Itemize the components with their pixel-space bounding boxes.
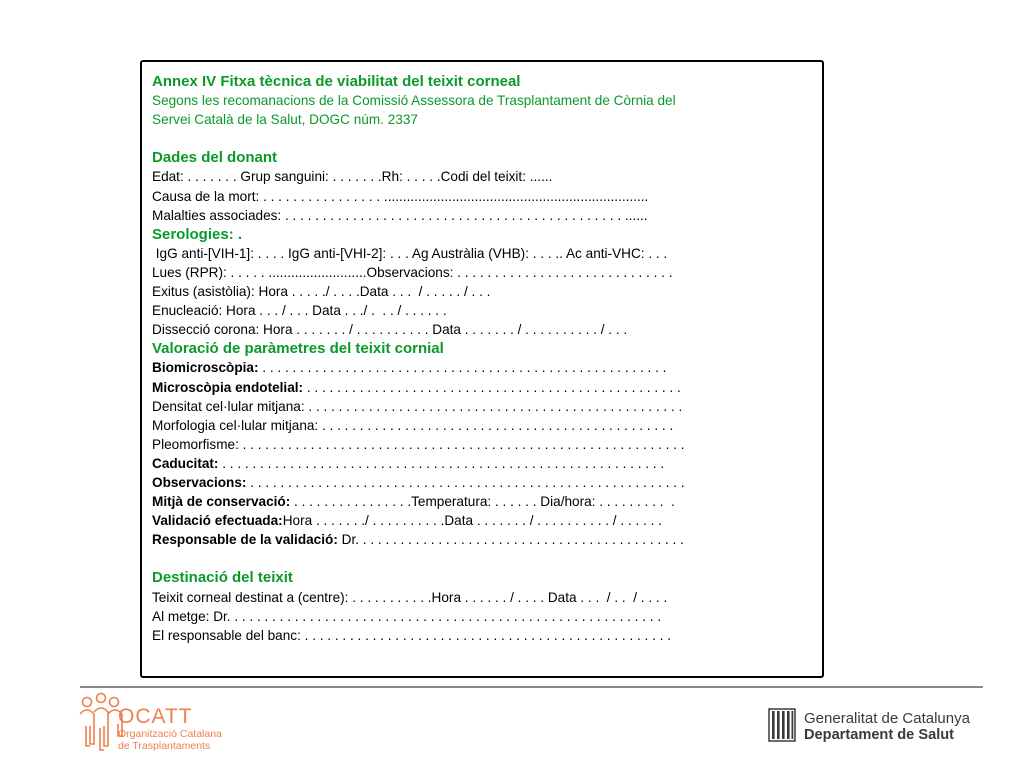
spacer	[152, 129, 822, 148]
exitus-line: Exitus (asistòlia): Hora . . . . ./ . . . .Data . . . / . . . . . / . . .	[152, 284, 491, 300]
donor-age-blood-line: Edat: . . . . . . . Grup sanguini: . . . . . . .Rh: . . . . .Codi del teixit: ......	[152, 169, 553, 185]
donor-cause-of-death-line: Causa de la mort: . . . . . . . . . . . . . . . . ......................................................................	[152, 188, 649, 204]
serology-antibodies-line: IgG anti-[VIH-1]: . . . . IgG anti-[VHI-2]: . . . Ag Austràlia (VHB): . . . .. Ac anti-VHC: . . .	[152, 245, 668, 261]
enucleation-line: Enucleació: Hora . . . / . . . Data . . ./ . . . / . . . . . .	[152, 303, 447, 319]
document-subtitle-line-2: Servei Català de la Salut, DOGC núm. 2337	[152, 112, 418, 128]
corona-dissection-line: Dissecció corona: Hora . . . . . . . / . . . . . . . . . . Data . . . . . . . / . . . . . . . . . . / . . .	[152, 322, 628, 338]
spacer	[152, 549, 822, 568]
donor-section-heading: Dades del donant	[152, 149, 278, 167]
generalitat-wordmark	[804, 710, 970, 744]
assessment-line-cell-morphology	[152, 416, 822, 435]
assessment-line-endothelial-microscopy	[152, 378, 822, 397]
assessment-label: Mitjà de conservació:	[152, 494, 291, 510]
document-subtitle-line-1: Segons les recomanacions de la Comissió Assessora de Trasplantament de Còrnia del	[152, 93, 676, 109]
department-name: Departament de Salut	[804, 727, 955, 743]
assessment-dots: . . . . . . . . . . . . . . . . . . . . . . . . . . . . . . . . . . . . . . . . . . . . . . . . . .	[304, 398, 683, 414]
document-title: Annex IV Fitxa tècnica de viabilitat del teixit corneal	[152, 73, 521, 90]
generalitat-emblem-icon	[768, 708, 796, 742]
assessment-dots: Dr. . . . . . . . . . . . . . . . . . . . . . . . . . . . . . . . . . . . . . . . . . . .	[337, 532, 684, 548]
assessment-line-cell-density	[152, 397, 822, 416]
destination-section-heading: Destinació del teixit	[152, 569, 293, 587]
serology-section-heading: Serologies: .	[152, 225, 243, 243]
assessment-line-preservation-medium	[152, 492, 822, 511]
serology-lues-line: Lues (RPR): . . . . . ..........................Observacions: . . . . . . . . . . . . . . . . . . . . . . . . . . . . .	[152, 264, 673, 280]
ocatt-name-line-1: Organització Catalana	[118, 728, 222, 740]
assessment-label: Biomicroscòpia:	[152, 360, 259, 376]
donor-diseases-line: Malalties associades: . . . . . . . . . . . . . . . . . . . . . . . . . . . . . . . . . . . . . . . . . . . . . ......	[152, 207, 648, 223]
footer-divider	[80, 686, 983, 688]
ocatt-name-line-2: de Trasplantaments	[118, 740, 211, 752]
assessment-label: Morfologia cel·lular mitjana:	[152, 417, 319, 433]
assessment-label: Microscòpia endotelial:	[152, 379, 304, 395]
assessment-line-validation	[152, 511, 822, 530]
ocatt-acronym: OCATT	[118, 705, 193, 728]
destination-bank-responsible-line: El responsable del banc: . . . . . . . . . . . . . . . . . . . . . . . . . . . . . . . . . . . . . . . . . . . . . . . . .	[152, 627, 671, 643]
destination-doctor-line: Al metge: Dr. . . . . . . . . . . . . . . . . . . . . . . . . . . . . . . . . . . . . . . . . . . . . . . . . . . . . . . . . .	[152, 608, 662, 624]
assessment-label: Pleomorfisme:	[152, 436, 239, 452]
assessment-dots: . . . . . . . . . . . . . . . . . . . . . . . . . . . . . . . . . . . . . . . . . . . . . . . . . .	[303, 379, 681, 395]
assessment-dots: Hora . . . . . . ./ . . . . . . . . . .Data . . . . . . . / . . . . . . . . . . / . . . . . .	[282, 513, 662, 529]
assessment-dots: . . . . . . . . . . . . . . . . . . . . . . . . . . . . . . . . . . . . . . . . . . . . . . . . . . . . . . . . . . .	[238, 436, 685, 452]
assessment-label: Observacions:	[152, 474, 247, 490]
technical-sheet-card	[140, 60, 824, 678]
assessment-line-pleomorphism	[152, 435, 822, 454]
destination-centre-line: Teixit corneal destinat a (centre): . . . . . . . . . . .Hora . . . . . . / . . . . Data . . . / . . / . . . .	[152, 589, 668, 605]
ocatt-wordmark	[118, 706, 222, 752]
assessment-line-expiry	[152, 454, 822, 473]
assessment-dots: . . . . . . . . . . . . . . . . . . . . . . . . . . . . . . . . . . . . . . . . . . . . . . . . . . . . . . . . . .	[246, 474, 685, 490]
assessment-line-validation-responsible	[152, 530, 822, 549]
assessment-line-observations	[152, 473, 822, 492]
assessment-dots: . . . . . . . . . . . . . . . . . . . . . . . . . . . . . . . . . . . . . . . . . . . . . . . . . . . . . . . . . . .	[218, 455, 665, 471]
assessment-label: Densitat cel·lular mitjana:	[152, 398, 305, 414]
assessment-section-heading: Valoració de paràmetres del teixit cornial	[152, 340, 444, 358]
assessment-label: Responsable de la validació:	[152, 532, 338, 548]
assessment-label: Validació efectuada:	[152, 513, 283, 529]
assessment-label: Caducitat:	[152, 455, 219, 471]
assessment-dots: . . . . . . . . . . . . . . . . . . . . . . . . . . . . . . . . . . . . . . . . . . . . . . .	[318, 417, 674, 433]
assessment-line-biomicroscopy	[152, 358, 822, 377]
generalitat-name: Generalitat de Catalunya	[804, 710, 970, 727]
assessment-dots: . . . . . . . . . . . . . . . . . . . . . . . . . . . . . . . . . . . . . . . . . . . . . . . . . . . . . .	[258, 360, 667, 376]
assessment-dots: . . . . . . . . . . . . . . . .Temperatura: . . . . . . Dia/hora: . . . . . . . . . .	[290, 494, 675, 510]
